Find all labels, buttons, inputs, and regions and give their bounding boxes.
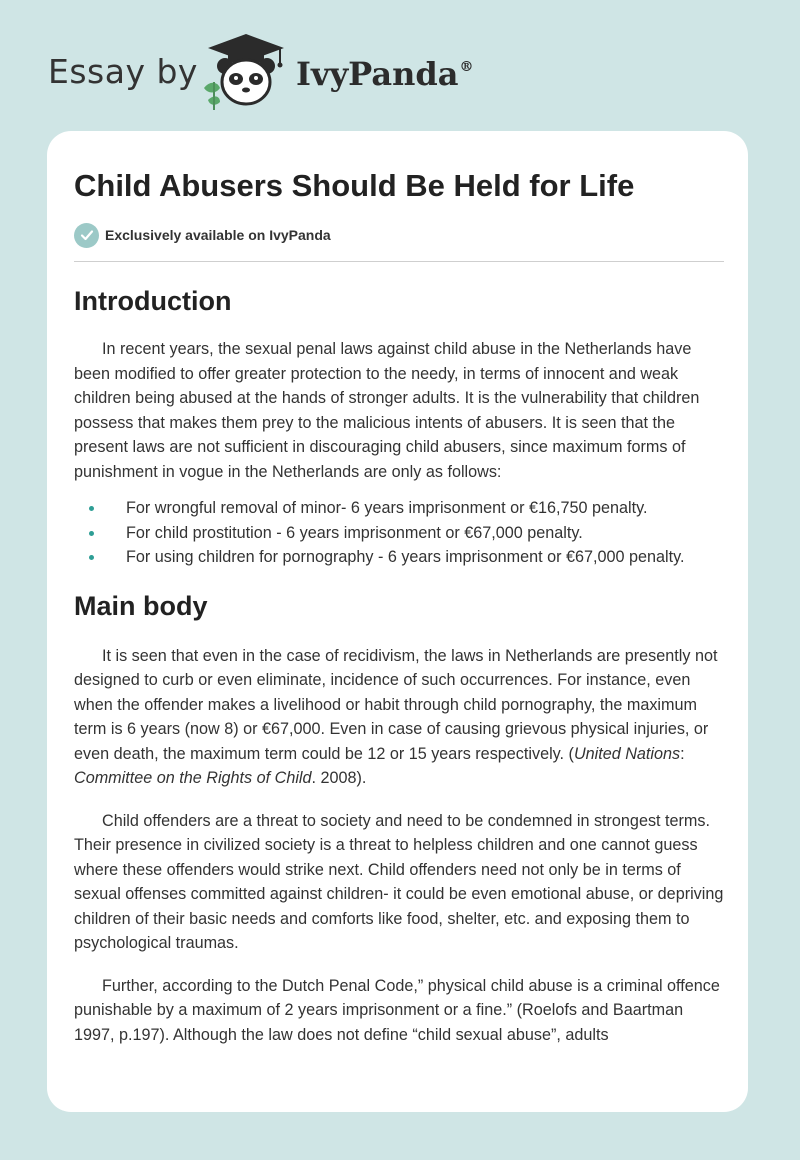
exclusive-badge-label: Exclusively available on IvyPanda bbox=[105, 227, 331, 243]
paragraph: In recent years, the sexual penal laws against child abuse in the Netherlands have been modified to offer greater protection to the needy, in terms of innocent and weak children being abused at the hands of stronger adults. It is the vulnerability that children possess that makes them prey to the malicious intents of abusers. It is seen that the present laws are not sufficient in discouraging child abusers, since maximum forms of punishment in vogue in the Netherlands are only as follows: bbox=[74, 340, 700, 481]
divider bbox=[74, 261, 724, 262]
paragraph: Further, according to the Dutch Penal Code,” physical child abuse is a criminal offence punishable by a maximum of 2 years imprisonment or a fine.” (Roelofs and Baartman 1997, p.197). Although the law does not define “child sexual abuse”, adults bbox=[74, 976, 720, 1044]
list-item: For child prostitution - 6 years imprisonment or €67,000 penalty. bbox=[74, 521, 724, 546]
citation-source: United Nations bbox=[573, 744, 681, 763]
brand-name[interactable] bbox=[296, 55, 473, 93]
penalty-list bbox=[74, 496, 724, 570]
panda-graduate-icon[interactable] bbox=[198, 30, 290, 110]
brand-name-text: IvyPanda bbox=[296, 55, 459, 93]
citation-title: Committee on the Rights of Child bbox=[74, 769, 312, 787]
exclusive-badge bbox=[74, 222, 331, 248]
brand-prefix: Essay by bbox=[48, 52, 198, 91]
list-item: For using children for pornography - 6 years imprisonment or €67,000 penalty. bbox=[74, 545, 724, 570]
site-header bbox=[0, 0, 800, 130]
essay-body bbox=[74, 283, 724, 1065]
paragraph: Child offenders are a threat to society and need to be condemned in strongest terms. Their presence in civilized society is a threat to helpless children and one cannot guess where these offenders would strike next. Child offenders need not only be in terms of sexual offenses committed against children- it could be even emotional abuse, or depriving children of their basic needs and comforts like food, shelter, etc. and exposing them to psychological traumas. bbox=[74, 811, 724, 952]
paragraph-text: It is seen that even in the case of recidivism, the laws in Netherlands are presently not designed to curb or even eliminate, incidence of such occurrences. For instance, even when the offender makes a livelihood or habit through child pornography, the maximum term is 6 years (now 8) or €67,000. Even in case of causing grievous physical injuries, or even death, the maximum term could be 12 or 15 years respectively. ( bbox=[74, 646, 718, 763]
section-heading-introduction: Introduction bbox=[74, 286, 232, 316]
check-circle-icon bbox=[74, 223, 99, 248]
essay-title: Child Abusers Should Be Held for Life bbox=[74, 168, 635, 203]
citation-end: . 2008). bbox=[311, 769, 367, 787]
citation-separator: : bbox=[680, 744, 685, 763]
paragraph bbox=[74, 644, 724, 791]
list-item: For wrongful removal of minor- 6 years imprisonment or €16,750 penalty. bbox=[74, 496, 724, 521]
section-heading-main-body: Main body bbox=[74, 590, 208, 621]
essay-card bbox=[47, 131, 748, 1112]
registered-mark: ® bbox=[459, 59, 474, 75]
